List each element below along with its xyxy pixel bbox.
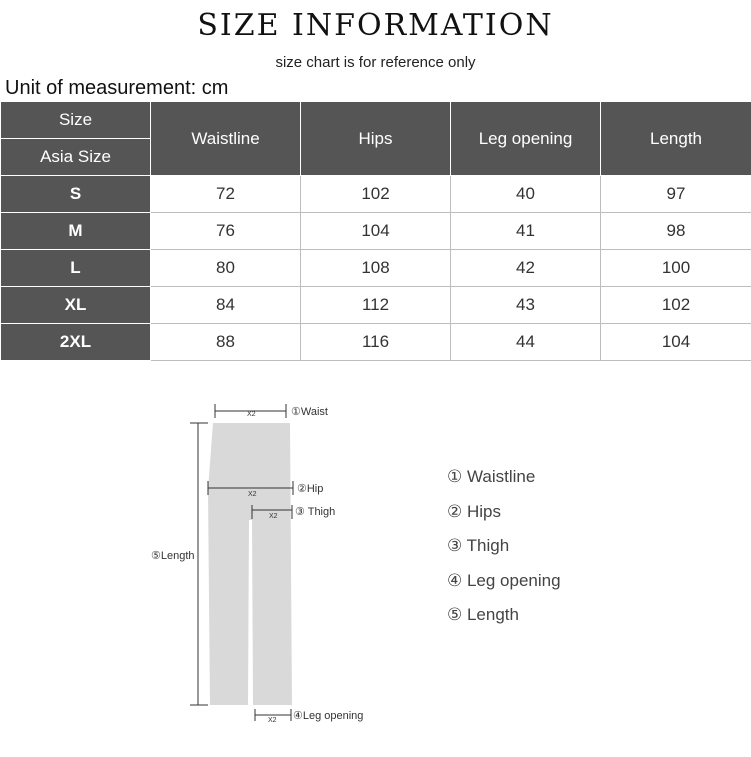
- table-cell: 42: [451, 250, 601, 287]
- table-cell: 102: [601, 287, 751, 324]
- table-cell: 108: [301, 250, 451, 287]
- measurement-legend: [447, 466, 561, 639]
- length-dimension: [190, 423, 208, 705]
- table-cell: 88: [151, 324, 301, 361]
- table-cell: 80: [151, 250, 301, 287]
- table-cell: 72: [151, 176, 301, 213]
- pants-diagram: [0, 380, 751, 757]
- table-row: [1, 324, 751, 361]
- waist-label: ①Waist: [291, 406, 328, 418]
- table-cell: 97: [601, 176, 751, 213]
- legend-item-waistline: ① Waistline: [447, 467, 536, 486]
- size-cell: S: [1, 176, 151, 213]
- legend-item-hips: ② Hips: [447, 501, 501, 521]
- table-row: [1, 250, 751, 287]
- legend-item-leg-opening: ④ Leg opening: [447, 570, 561, 590]
- table-cell: 84: [151, 287, 301, 324]
- table-row: [1, 213, 751, 250]
- waist-x2-label: X2: [247, 411, 256, 418]
- table-cell: 41: [451, 213, 601, 250]
- table-row: [1, 176, 751, 213]
- column-header-leg-opening: Leg opening: [451, 102, 601, 176]
- legend-item-thigh: ③ Thigh: [447, 536, 510, 555]
- legend-item-length: ⑤ Length: [447, 605, 519, 624]
- asia-size-header: Asia Size: [1, 139, 151, 176]
- table-cell: 43: [451, 287, 601, 324]
- hip-label: ②Hip: [297, 483, 324, 495]
- leg-opening-label: ④Leg opening: [293, 710, 364, 722]
- size-table: [0, 101, 751, 361]
- leg-opening-x2-label: X2: [268, 717, 277, 724]
- page-subtitle: size chart is for reference only: [275, 54, 476, 71]
- thigh-label: ③ Thigh: [295, 506, 336, 518]
- table-row: [1, 287, 751, 324]
- table-cell: 104: [601, 324, 751, 361]
- size-cell: XL: [1, 287, 151, 324]
- pants-silhouette: [208, 423, 292, 705]
- table-cell: 112: [301, 287, 451, 324]
- column-header-hips: Hips: [301, 102, 451, 176]
- column-header-length: Length: [601, 102, 751, 176]
- length-label: ⑤Length: [151, 550, 195, 562]
- table-cell: 76: [151, 213, 301, 250]
- size-header: Size: [1, 102, 151, 139]
- size-cell: M: [1, 213, 151, 250]
- size-cell: 2XL: [1, 324, 151, 361]
- size-cell: L: [1, 250, 151, 287]
- table-cell: 98: [601, 213, 751, 250]
- unit-label: Unit of measurement: cm: [5, 77, 229, 99]
- hip-x2-label: X2: [248, 491, 257, 498]
- page-title: SIZE INFORMATION: [197, 8, 554, 43]
- table-cell: 100: [601, 250, 751, 287]
- table-cell: 44: [451, 324, 601, 361]
- table-header-row: [1, 102, 751, 139]
- table-cell: 102: [301, 176, 451, 213]
- table-cell: 116: [301, 324, 451, 361]
- table-cell: 40: [451, 176, 601, 213]
- thigh-x2-label: X2: [269, 513, 278, 520]
- column-header-waistline: Waistline: [151, 102, 301, 176]
- table-cell: 104: [301, 213, 451, 250]
